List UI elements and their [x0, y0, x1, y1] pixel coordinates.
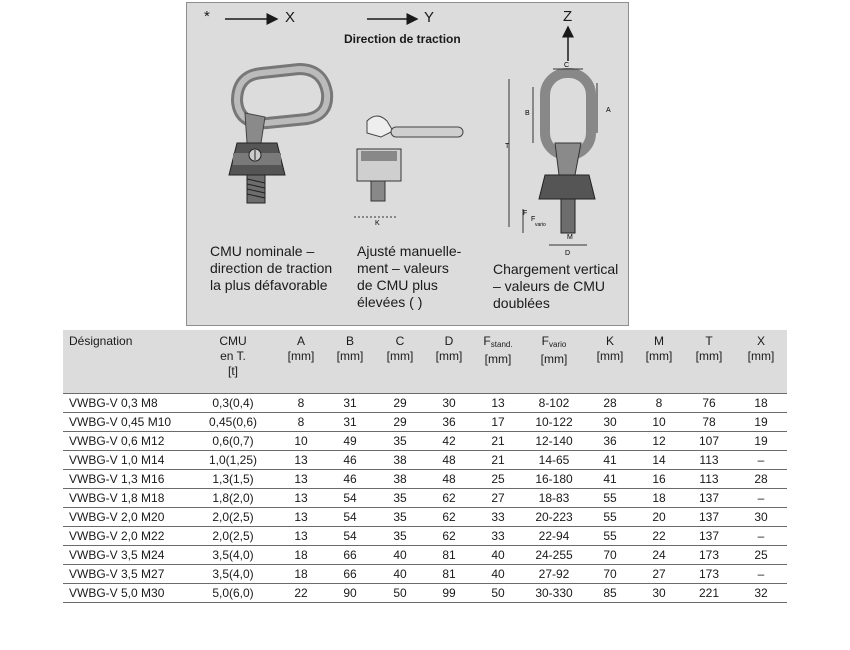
table-cell: 17: [473, 413, 523, 432]
designation-cell: VWBG-V 2,0 M20: [63, 508, 189, 527]
eyebolt-drawing-vertical: [509, 69, 597, 245]
table-cell: 18: [635, 489, 683, 508]
table-cell: 18: [277, 546, 325, 565]
table-cell: 3,5(4,0): [189, 546, 277, 565]
header-cmu: CMU en T. [t]: [219, 334, 247, 378]
table-cell: 33: [473, 527, 523, 546]
table-cell: 33: [473, 508, 523, 527]
table-cell: 19: [735, 432, 787, 451]
header-x: X [mm]: [747, 334, 775, 363]
designation-cell: VWBG-V 5,0 M30: [63, 584, 189, 603]
table-cell: 36: [585, 432, 635, 451]
table-cell: 35: [375, 527, 425, 546]
table-cell: 28: [735, 470, 787, 489]
table-cell: –: [735, 527, 787, 546]
eyebolt-drawing-adjusted: [354, 116, 463, 217]
table-row: [63, 546, 787, 565]
table-cell: 54: [325, 508, 375, 527]
caption-nominal: [210, 243, 332, 294]
table-cell: 8: [277, 413, 325, 432]
table-cell: 29: [375, 394, 425, 413]
table-cell: 16-180: [523, 470, 585, 489]
designation-cell: VWBG-V 1,0 M14: [63, 451, 189, 470]
table-cell: 40: [375, 565, 425, 584]
table-cell: 70: [585, 565, 635, 584]
designation-cell: VWBG-V 1,3 M16: [63, 470, 189, 489]
table-cell: 0,45(0,6): [189, 413, 277, 432]
table-cell: 85: [585, 584, 635, 603]
table-cell: 41: [585, 451, 635, 470]
table-header-row: [63, 330, 787, 394]
table-row: [63, 584, 787, 603]
header-f-vario: $F_{vario}$ [mm]: [540, 334, 568, 366]
table-cell: 62: [425, 508, 473, 527]
caption-line: CMU nominale –: [210, 243, 315, 259]
caption-line: la plus défavorable: [210, 277, 328, 293]
table-cell: 30: [735, 508, 787, 527]
table-cell: 25: [473, 470, 523, 489]
designation-cell: VWBG-V 0,45 M10: [63, 413, 189, 432]
dim-label-d: D: [565, 250, 571, 257]
table-cell: –: [735, 565, 787, 584]
header-f-stand: $F_{stand.}$ [mm]: [483, 334, 513, 366]
table-cell: 54: [325, 527, 375, 546]
table-cell: 30: [585, 413, 635, 432]
table-cell: 14: [635, 451, 683, 470]
table-cell: 29: [375, 413, 425, 432]
table-row: [63, 527, 787, 546]
table-cell: 31: [325, 394, 375, 413]
caption-line: Chargement vertical: [493, 261, 619, 277]
caption-adjusted: [357, 243, 461, 311]
table-cell: 35: [375, 432, 425, 451]
table-cell: 46: [325, 451, 375, 470]
table-row: [63, 451, 787, 470]
table-cell: 38: [375, 451, 425, 470]
lifting-point-figure: [186, 2, 629, 326]
table-cell: 48: [425, 470, 473, 489]
dim-label-c: C: [564, 62, 570, 69]
table-cell: 13: [473, 394, 523, 413]
table-cell: 55: [585, 527, 635, 546]
table-cell: 66: [325, 565, 375, 584]
table-cell: 137: [683, 508, 735, 527]
axis-y-label: Y: [424, 9, 435, 26]
table-cell: 24-255: [523, 546, 585, 565]
dim-label-k: K: [375, 220, 380, 227]
table-cell: 14-65: [523, 451, 585, 470]
table-row: [63, 489, 787, 508]
table-cell: –: [735, 489, 787, 508]
dim-label-fvario-sub: vario: [535, 222, 546, 228]
dim-label-b: B: [525, 110, 530, 117]
table-cell: 30-330: [523, 584, 585, 603]
table-cell: 42: [425, 432, 473, 451]
table-cell: 40: [473, 546, 523, 565]
table-cell: 78: [683, 413, 735, 432]
table-cell: 99: [425, 584, 473, 603]
caption-vertical: [493, 261, 618, 312]
table-cell: 24: [635, 546, 683, 565]
table-cell: 27-92: [523, 565, 585, 584]
table-cell: 46: [325, 470, 375, 489]
table-cell: 50: [375, 584, 425, 603]
table-cell: 21: [473, 432, 523, 451]
table-cell: 70: [585, 546, 635, 565]
table-cell: 30: [635, 584, 683, 603]
table-row: [63, 413, 787, 432]
dim-label-fvario: F: [531, 216, 536, 223]
table-cell: 173: [683, 565, 735, 584]
table-row: [63, 470, 787, 489]
table-row: [63, 394, 787, 413]
table-cell: 90: [325, 584, 375, 603]
table-cell: 55: [585, 489, 635, 508]
table-cell: –: [735, 451, 787, 470]
table-cell: 137: [683, 527, 735, 546]
caption-line: Ajusté manuelle-: [357, 243, 462, 259]
designation-cell: VWBG-V 3,5 M24: [63, 546, 189, 565]
specification-table: [63, 330, 787, 603]
header-c: C [mm]: [386, 334, 414, 363]
table-cell: 81: [425, 565, 473, 584]
table-cell: 0,6(0,7): [189, 432, 277, 451]
table-row: [63, 565, 787, 584]
table-cell: 173: [683, 546, 735, 565]
table-cell: 13: [277, 489, 325, 508]
designation-cell: VWBG-V 0,6 M12: [63, 432, 189, 451]
table-cell: 50: [473, 584, 523, 603]
header-m: M [mm]: [645, 334, 673, 363]
header-a: A [mm]: [287, 334, 315, 363]
caption-line: élevées ( ): [357, 294, 423, 310]
table-cell: 18: [735, 394, 787, 413]
caption-line: de CMU plus: [357, 277, 438, 293]
table-row: [63, 508, 787, 527]
designation-cell: VWBG-V 2,0 M22: [63, 527, 189, 546]
table-cell: 10-122: [523, 413, 585, 432]
table-cell: 16: [635, 470, 683, 489]
table-cell: 41: [585, 470, 635, 489]
dim-label-f: F: [523, 210, 528, 217]
table-cell: 2,0(2,5): [189, 527, 277, 546]
table-cell: 35: [375, 508, 425, 527]
header-designation: Désignation: [69, 334, 133, 348]
table-cell: 137: [683, 489, 735, 508]
table-cell: 18: [277, 565, 325, 584]
designation-cell: VWBG-V 3,5 M27: [63, 565, 189, 584]
table-cell: 76: [683, 394, 735, 413]
table-cell: 22-94: [523, 527, 585, 546]
table-cell: 62: [425, 527, 473, 546]
table-cell: 48: [425, 451, 473, 470]
axis-x-label: X: [285, 9, 296, 26]
dim-label-m: M: [567, 234, 573, 241]
header-t: T [mm]: [695, 334, 723, 363]
table-cell: 22: [277, 584, 325, 603]
table-row: [63, 432, 787, 451]
table-cell: 12-140: [523, 432, 585, 451]
table-cell: 38: [375, 470, 425, 489]
axis-z-label: Z: [563, 8, 573, 25]
table-cell: 55: [585, 508, 635, 527]
table-cell: 66: [325, 546, 375, 565]
table-cell: 1,3(1,5): [189, 470, 277, 489]
header-k: K [mm]: [596, 334, 624, 363]
table-cell: 5,0(6,0): [189, 584, 277, 603]
table-cell: 8: [277, 394, 325, 413]
table-cell: 27: [635, 565, 683, 584]
table-cell: 21: [473, 451, 523, 470]
caption-line: doublées: [493, 295, 550, 311]
table-cell: 13: [277, 508, 325, 527]
table-cell: 49: [325, 432, 375, 451]
table-cell: 25: [735, 546, 787, 565]
table-cell: 0,3(0,4): [189, 394, 277, 413]
caption-line: ment – valeurs: [357, 260, 449, 276]
designation-cell: VWBG-V 0,3 M8: [63, 394, 189, 413]
table-cell: 1,8(2,0): [189, 489, 277, 508]
table-cell: 20: [635, 508, 683, 527]
table-cell: 12: [635, 432, 683, 451]
header-d: D [mm]: [435, 334, 463, 363]
table-cell: 113: [683, 451, 735, 470]
table-cell: 35: [375, 489, 425, 508]
designation-cell: VWBG-V 1,8 M18: [63, 489, 189, 508]
table-cell: 113: [683, 470, 735, 489]
table-cell: 221: [683, 584, 735, 603]
table-cell: 30: [425, 394, 473, 413]
eyebolt-drawing-nominal: [229, 69, 327, 203]
table-cell: 13: [277, 470, 325, 489]
table-cell: 36: [425, 413, 473, 432]
table-cell: 10: [277, 432, 325, 451]
table-cell: 81: [425, 546, 473, 565]
table-cell: 107: [683, 432, 735, 451]
table-cell: 3,5(4,0): [189, 565, 277, 584]
table-cell: 54: [325, 489, 375, 508]
caption-line: direction de traction: [210, 260, 333, 276]
table-cell: 20-223: [523, 508, 585, 527]
table-cell: 13: [277, 527, 325, 546]
table-cell: 19: [735, 413, 787, 432]
table-body: [63, 394, 787, 603]
table-cell: 2,0(2,5): [189, 508, 277, 527]
header-b: B [mm]: [336, 334, 364, 363]
table-cell: 40: [375, 546, 425, 565]
table-cell: 27: [473, 489, 523, 508]
table-cell: 28: [585, 394, 635, 413]
table-cell: 10: [635, 413, 683, 432]
table-cell: 31: [325, 413, 375, 432]
table-cell: 22: [635, 527, 683, 546]
table-cell: 8: [635, 394, 683, 413]
axis-star-mark: *: [204, 8, 210, 25]
dim-label-t: T: [505, 143, 510, 150]
dim-label-a: A: [606, 107, 611, 114]
direction-title: Direction de traction: [344, 32, 461, 46]
table-cell: 18-83: [523, 489, 585, 508]
table-cell: 40: [473, 565, 523, 584]
table-cell: 62: [425, 489, 473, 508]
table-cell: 1,0(1,25): [189, 451, 277, 470]
table-cell: 13: [277, 451, 325, 470]
table-cell: 32: [735, 584, 787, 603]
caption-line: – valeurs de CMU: [493, 278, 606, 294]
table-cell: 8-102: [523, 394, 585, 413]
